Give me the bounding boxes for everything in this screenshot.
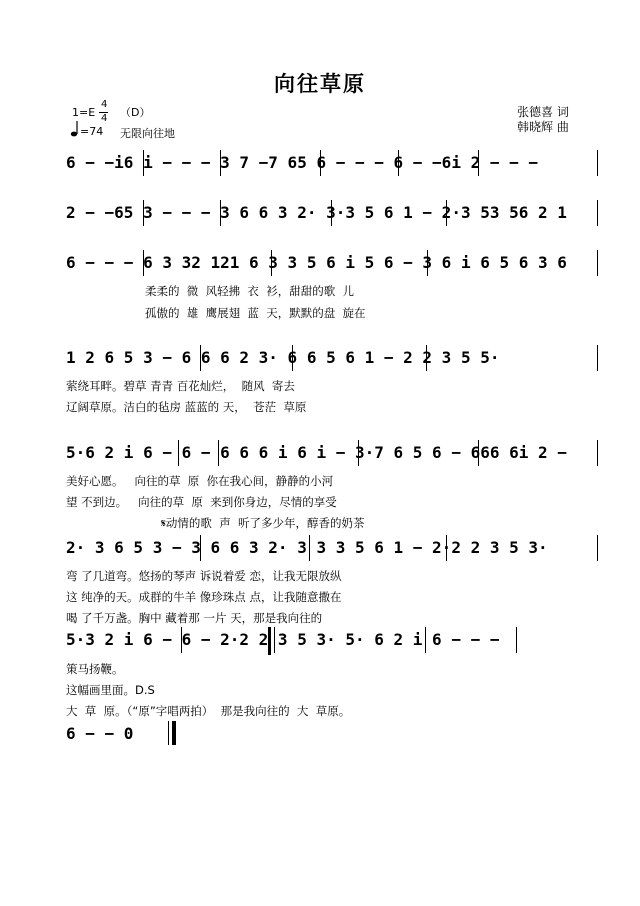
lyric-line: 萦绕耳畔。碧草 青青 百花灿烂， 随风 寄去 <box>66 379 295 393</box>
barline <box>597 440 598 466</box>
composer-credit: 韩晓辉 曲 <box>517 120 569 134</box>
barline <box>178 440 179 466</box>
barline <box>597 250 598 276</box>
notation-row: 6 − − 0 <box>66 724 134 743</box>
barline <box>478 150 479 176</box>
barline <box>220 150 221 176</box>
lyric-line: 辽阔草原。洁白的毡房 蓝蓝的 天， 苍茫 草原 <box>66 400 307 414</box>
lyricist-credit: 张德喜 词 <box>517 105 569 119</box>
lyric-line: 孤傲的 雄 鹰展翅 蓝 天，默默的盘 旋在 <box>145 306 366 320</box>
barline <box>320 150 321 176</box>
barline <box>427 250 428 276</box>
barline <box>426 345 427 371</box>
barline <box>218 440 219 466</box>
notation-row: 2· 3 6 5 3 − 3 6 6 3 2· 3 3 3 5 6 1 − 2·2 2 3 5 3· <box>66 538 548 557</box>
barline <box>446 535 447 561</box>
notation-row: 5·6 2 i 6 − 6 − 6 6 6 i 6 i − 3·7 6 5 6 − 666 6i 2 − <box>66 443 567 462</box>
lyric-line: 弯 了几道弯。悠扬的琴声 诉说着爱 恋，让我无限放纵 <box>66 569 342 583</box>
lyric-line: 这幅画里面。D.S <box>66 683 155 697</box>
lyric-line: 美好心愿。 向往的草 原 你在我心间，静静的小河 <box>66 474 334 488</box>
barline <box>200 345 201 371</box>
notation-row: 6 − − − 6 3 32 121 6 3 3 5 6 i 5 6 − 3 6 i 6 5 6 3 6 <box>66 253 567 272</box>
time-signature-top: 4 <box>101 99 108 110</box>
barline <box>292 345 293 371</box>
notation-row: 6 − −i6 i − − − 3 7 −7 65 6 − − − 6 − −6i 2 − − − <box>66 153 539 172</box>
final-barline-thick <box>172 721 176 745</box>
quarter-note-icon <box>70 120 80 138</box>
key-signature: 1=E <box>72 106 96 119</box>
repeat-barline-thin <box>274 627 275 653</box>
barline <box>358 440 359 466</box>
lyric-line: 喝 了千万盏。胸中 藏着那 一片 天，那是我向往的 <box>66 611 323 625</box>
barline <box>516 627 517 653</box>
barline <box>398 150 399 176</box>
lyric-line: 这 纯净的天。成群的牛羊 像珍珠点 点，让我随意撒在 <box>66 590 342 604</box>
barline <box>597 345 598 371</box>
lyric-line: 柔柔的 微 风轻拂 衣 衫，甜甜的歌 儿 <box>145 284 355 298</box>
barline <box>200 535 201 561</box>
barline <box>446 200 447 226</box>
page-title: 向往草原 <box>274 72 366 96</box>
barline <box>271 250 272 276</box>
barline <box>220 200 221 226</box>
key-paren: （D） <box>120 106 151 119</box>
barline <box>143 200 144 226</box>
lyric-line: 大 草 原。（“原”字唱两拍） 那是我向往的 大 草原。 <box>66 704 351 718</box>
lyric-line: 望 不到边。 向往的草 原 来到你身边，尽情的享受 <box>66 495 337 509</box>
barline <box>597 150 598 176</box>
tempo-marking: =74 <box>80 125 104 138</box>
notation-row: 2 − −65 3 − − − 3 6 6 3 2· 3·3 5 6 1 − 2·3 53 56 2 1 <box>66 203 567 222</box>
notation-row: 1 2 6 5 3 − 6 6 6 2 3· 6 6 5 6 1 − 2 2 3 5 5· <box>66 348 500 367</box>
lyric-line: 策马扬鞭。 <box>66 662 124 676</box>
repeat-barline <box>268 627 271 655</box>
notation-row: 5·3 2 i 6 − 6 − 2·2 2 3 5 3· 5· 6 2 i 6 − − − <box>66 630 500 649</box>
final-barline-thin <box>168 721 169 745</box>
expression-marking: 无限向往地 <box>120 127 175 140</box>
barline <box>597 535 598 561</box>
lyric-line: 𝄋动情的歌 声 听了多少年，醇香的奶茶 <box>150 516 365 530</box>
barline <box>309 535 310 561</box>
barline <box>143 250 144 276</box>
barline <box>331 200 332 226</box>
barline <box>478 440 479 466</box>
barline <box>597 200 598 226</box>
barline <box>143 150 144 176</box>
time-signature-bottom: 4 <box>101 113 108 124</box>
barline <box>181 627 182 653</box>
barline <box>425 627 426 653</box>
